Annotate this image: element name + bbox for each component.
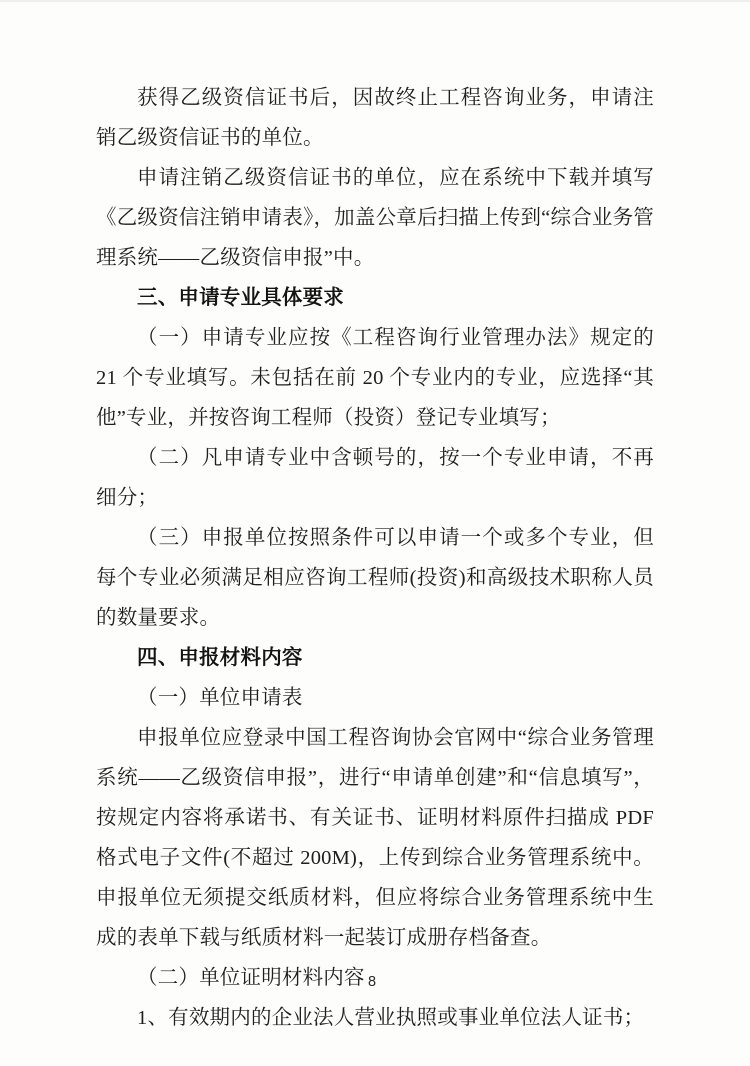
paragraph: 1、有效期内的企业法人营业执照或事业单位法人证书；	[137, 1007, 645, 1029]
paragraph: 申请注销乙级资信证书的单位，应在系统中下载并填写《乙级资信注销申请表》，加盖公章后扫描上传到“综合业务管理系统——乙级资信申报”中。	[96, 167, 654, 269]
paragraph: （二）凡申请专业中含顿号的，按一个专业申请，不再细分；	[96, 447, 654, 509]
paragraph: （一）单位申请表	[137, 687, 303, 709]
paragraph: （一）申请专业应按《工程咨询行业管理办法》规定的 21 个专业填写。未包括在前 20 个专业内的专业，应选择“其他”专业，并按咨询工程师（投资）登记专业填写；	[96, 327, 654, 429]
section-heading: 三、申请专业具体要求	[137, 286, 344, 309]
section-heading: 四、申报材料内容	[137, 646, 303, 669]
paragraph: （二）单位证明材料内容	[137, 967, 365, 989]
document-body	[96, 78, 654, 1038]
paragraph: （三）申报单位按照条件可以申请一个或多个专业，但每个专业必须满足相应咨询工程师(投资)和高级技术职称人员的数量要求。	[96, 527, 654, 629]
paragraph: 获得乙级资信证书后，因故终止工程咨询业务，申请注销乙级资信证书的单位。	[96, 87, 654, 149]
paragraph: 申报单位应登录中国工程咨询协会官网中“综合业务管理系统——乙级资信申报”，进行“申请单创建”和“信息填写”，按规定内容将承诺书、有关证书、证明材料原件扫描成 PDF 格式电子文件(不超过 200M)，上传到综合业务管理系统中。申报单位无须提交纸质材料，但应将综合业务管理系统中生成的表单下载与纸质材料一起装订成册存档备查。	[96, 727, 654, 949]
page-number: 8	[367, 974, 377, 990]
